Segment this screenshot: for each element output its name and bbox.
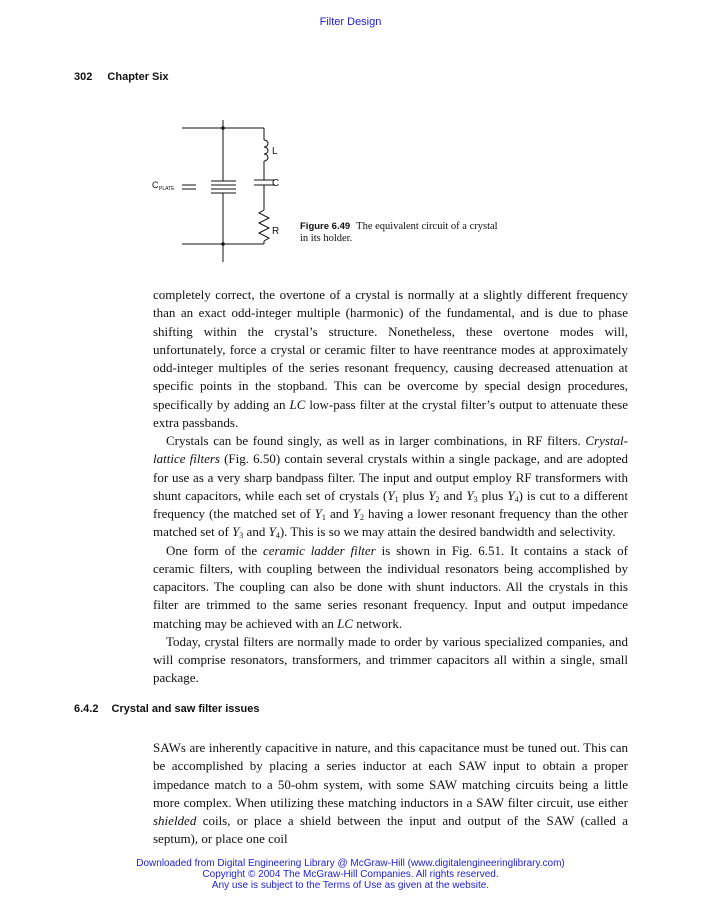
paragraph-ceramic-ladder: One form of the ceramic ladder filter is shown in Fig. 6.51. It contains a stack of ceramic filters, with coupling between the individual resonators being accomplished by capacitors. The coupling can also be done with shunt inductors. All the crystals in this filter are trimmed to the same series resonant frequency. Input and output impedance matching may be achieved with an LC network. (153, 542, 628, 631)
footer-terms[interactable]: Any use is subject to the Terms of Use as given at the website. (211, 880, 490, 891)
saw-text-block (153, 739, 628, 849)
page-banner: Filter Design (319, 16, 382, 28)
inductor-l (264, 140, 268, 161)
figure-caption-text: The equivalent circuit of a crystal in its holder. (300, 221, 498, 244)
footer-copyright: Copyright © 2004 The McGraw-Hill Companies. All rights reserved. (202, 869, 499, 880)
inductor-label: L (272, 146, 278, 157)
figure-number: Figure 6.49 (300, 221, 351, 232)
cplate-label-main: C (152, 180, 159, 190)
bottom-junction-dot (221, 242, 225, 246)
resistor-r (259, 210, 269, 241)
section-heading (74, 703, 259, 715)
running-head (74, 71, 169, 83)
top-junction-dot (221, 126, 225, 130)
paragraph-today: Today, crystal filters are normally made to order by various specialized companies, and will comprise resonators, transformers, and trimmer capacitors all within a single, small package. (153, 633, 628, 686)
cplate-label-sub: PLATE (159, 186, 175, 192)
chapter-title: Chapter Six (107, 71, 169, 83)
section-title: Crystal and saw filter issues (111, 703, 260, 715)
capacitor-label: C (272, 178, 280, 189)
section-number: 6.4.2 (74, 703, 99, 715)
page-footer (0, 858, 701, 891)
paragraph-saw: SAWs are inherently capacitive in nature, and this capacitance must be tuned out. This can be accomplished by placing a series inductor at each SAW input to obtain a proper impedance match to a 50-ohm system, with some SAW matching circuits being a little more complex. When utilizing these matching inductors in a SAW filter circuit, use either shielded coils, or place a shield between the input and output of the SAW (called a septum), or place one coil (153, 740, 628, 847)
figure-caption (300, 221, 500, 245)
resistor-label: R (272, 226, 280, 237)
page-number: 302 (74, 71, 93, 83)
crystal-equivalent-circuit (150, 120, 300, 270)
paragraph-crystal-lattice: Crystals can be found singly, as well as in larger combinations, in RF filters. Crystal-lattice filters (Fig. 6.50) contain several crystals within a single package, and are adopted for use as a very sharp bandpass filter. The input and output employ RF transformers with shunt capacitors, while each set of crystals ($Y_1$ plus $Y_2$ and $Y_3$ plus $Y_4$) is cut to a different frequency (the matched set of $Y_1$ and $Y_2$ having a lower resonant frequency than the other matched set of $Y_3$ and $Y_4$). This is so we may attain the desired bandwidth and selectivity. (153, 433, 629, 541)
footer-download-notice[interactable]: Downloaded from Digital Engineering Library @ McGraw-Hill (www.digitalengineeringlibrary.com) (136, 858, 565, 869)
main-text-block (153, 286, 628, 688)
paragraph-overtone: completely correct, the overtone of a crystal is normally at a slightly different frequency than an exact odd-integer multiple (harmonic) of the fundamental, and is due to phase shifting within the crystal’s structure. Nonetheless, these overtone modes will, unfortunately, force a crystal or ceramic filter to have reentrance modes at approximately odd-integer multiples of the series resonant frequency, causing decreased attenuation at specific points in the stopband. This can be overcome by special design procedures, specifically by adding an LC low-pass filter at the crystal filter’s output to attenuate these extra passbands. (153, 287, 628, 430)
